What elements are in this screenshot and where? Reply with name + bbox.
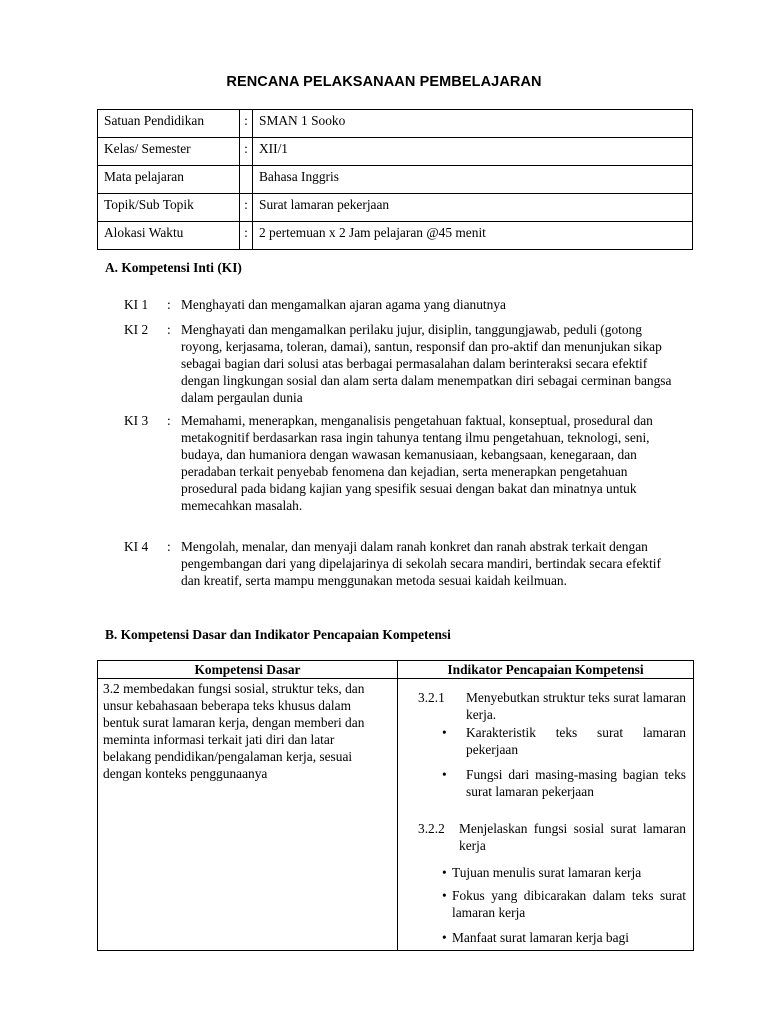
- info-label: Satuan Pendidikan: [98, 110, 240, 138]
- indicator-cell: [398, 679, 694, 951]
- info-value: SMAN 1 Sooko: [253, 110, 693, 138]
- ki-number: KI 3: [124, 413, 149, 428]
- ki-separator: :: [167, 322, 171, 337]
- info-row: [98, 110, 693, 138]
- info-label: Topik/Sub Topik: [98, 194, 240, 222]
- bullet-icon: •: [442, 767, 447, 782]
- ki-text: Mengolah, menalar, dan menyaji dalam ranah konkret dan ranah abstrak terkait dengan pengembangan dari yang dipelajarinya di sekolah secara mandiri, bertindak secara efektif dan kreatif, serta mampu menggunakan metoda sesuai kaidah keilmuan.: [181, 539, 661, 588]
- info-separator: :: [240, 138, 253, 166]
- kd-header-left: Kompetensi Dasar: [98, 661, 398, 679]
- kd-cell: [98, 679, 398, 951]
- info-row: [98, 222, 693, 250]
- info-label: Mata pelajaran: [98, 166, 240, 194]
- info-row: [98, 138, 693, 166]
- info-value: Bahasa Inggris: [253, 166, 693, 194]
- info-row: [98, 194, 693, 222]
- indicator-bullet: Karakteristik teks surat lamaran pekerjaan: [466, 725, 686, 757]
- info-table: [97, 109, 693, 250]
- kd-header-right: Indikator Pencapaian Kompetensi: [398, 661, 694, 679]
- ki-text: Menghayati dan mengamalkan ajaran agama yang dianutnya: [181, 297, 506, 312]
- info-value: Surat lamaran pekerjaan: [253, 194, 693, 222]
- ki-text: Memahami, menerapkan, menganalisis pengetahuan faktual, konseptual, prosedural dan metakognitif berdasarkan rasa ingin tahunya tentang ilmu pengetahuan, teknologi, seni, budaya, dan humaniora dengan wawasan kemanusiaan, kebangsaan, kenegaraan, dan peradaban terkait penyebab fenomena dan kejadian, serta menerapkan pengetahuan prosedural pada bidang kajian yang spesifik sesuai dengan bakat dan minatnya untuk memecahkan masalah.: [181, 413, 653, 513]
- bullet-icon: •: [442, 725, 447, 740]
- info-separator: :: [240, 110, 253, 138]
- bullet-icon: •: [442, 865, 447, 880]
- document-title: RENCANA PELAKSANAAN PEMBELAJARAN: [226, 74, 542, 90]
- info-value: 2 pertemuan x 2 Jam pelajaran @45 menit: [253, 222, 693, 250]
- info-separator: [240, 166, 253, 194]
- info-value: XII/1: [253, 138, 693, 166]
- ki-separator: :: [167, 297, 171, 312]
- kd-text: 3.2 membedakan fungsi sosial, struktur teks, dan unsur kebahasaan beberapa teks khusus dalam bentuk surat lamaran kerja, dengan memberi dan meminta informasi terkait jati diri dan latar belakang pendidikan/pengalaman kerja, sesuai dengan konteks penggunaanya: [103, 681, 365, 781]
- bullet-icon: •: [442, 930, 447, 945]
- indicator-bullet: Manfaat surat lamaran kerja bagi: [452, 930, 629, 945]
- info-label: Alokasi Waktu: [98, 222, 240, 250]
- indicator-bullet: Fungsi dari masing-masing bagian teks surat lamaran pekerjaan: [466, 767, 686, 799]
- ki-text: Menghayati dan mengamalkan perilaku jujur, disiplin, tanggungjawab, peduli (gotong royong, kerjasama, toleran, damai), santun, responsif dan pro-aktif dan menunjukan sikap sebagai bagian dari solusi atas berbagai permasalahan dalam berinteraksi secara efektif dengan lingkungan sosial dan alam serta dalam menempatkan diri sebagai cerminan bangsa dalam pergaulan dunia: [181, 322, 672, 405]
- section-b-heading: B. Kompetensi Dasar dan Indikator Pencapaian Kompetensi: [105, 627, 451, 642]
- ki-separator: :: [167, 539, 171, 554]
- indicator-bullet: Tujuan menulis surat lamaran kerja: [452, 865, 642, 880]
- ki-number: KI 4: [124, 539, 149, 554]
- section-a-heading: A. Kompetensi Inti (KI): [105, 260, 242, 275]
- indicator-bullet: Fokus yang dibicarakan dalam teks surat lamaran kerja: [452, 888, 686, 920]
- indicator-number: 3.2.2: [418, 821, 445, 836]
- ki-separator: :: [167, 413, 171, 428]
- indicator-number: 3.2.1: [418, 690, 445, 705]
- kd-table: [97, 660, 694, 951]
- info-label: Kelas/ Semester: [98, 138, 240, 166]
- indicator-text: Menyebutkan struktur teks surat lamaran kerja.: [466, 690, 686, 722]
- info-row: [98, 166, 693, 194]
- bullet-icon: •: [442, 888, 447, 903]
- info-separator: :: [240, 194, 253, 222]
- info-separator: :: [240, 222, 253, 250]
- ki-number: KI 2: [124, 322, 149, 337]
- indicator-text: Menjelaskan fungsi sosial surat lamaran kerja: [459, 821, 686, 853]
- ki-number: KI 1: [124, 297, 149, 312]
